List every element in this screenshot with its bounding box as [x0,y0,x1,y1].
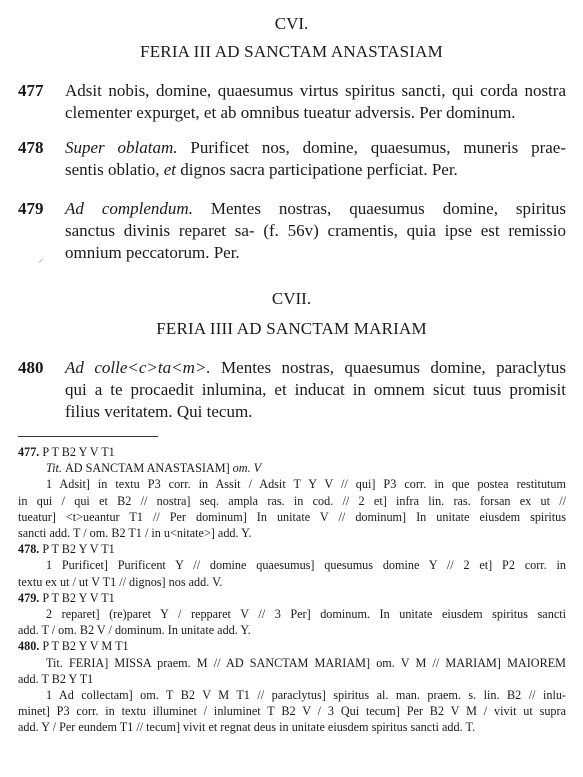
note-heading [18,590,566,606]
note-line: sancti add. T / om. B2 T1 / in u<nitate>] add. Y. [18,526,252,541]
note-heading [18,444,566,460]
note-heading [18,541,566,557]
paragraph-number: 477 [18,81,44,100]
footnote-rule [18,436,158,437]
text-line [65,357,566,379]
note-line: add. T B2 Y T1 [18,671,94,686]
paragraph-text [65,357,566,423]
text-run: Mentes nostras, quaesumus domine, spiritus [192,199,566,218]
paragraph-number: 478 [18,138,44,157]
note-sigla: P T B2 Y V T1 [39,445,115,459]
text-line: omnium peccatorum. Per. [65,243,240,262]
note-number: 480. [18,639,40,654]
text-run: dignos sacra participatione perficiat. Per. [175,160,458,179]
italic-word: et [163,160,176,179]
paragraph-480 [18,357,566,425]
section-number: CVI. [274,14,309,33]
note-line: add. T / om. B2 V / dominum. In unitate add. Y. [18,623,251,638]
text-run: Purificet nos, domine, quaesumus, muneris prae- [177,138,566,157]
text-line [65,198,566,220]
note-number: 477. [18,445,40,459]
paragraph-text [65,80,566,124]
paragraph-478 [18,137,566,183]
note-line: 1 Adsit] in textu P3 corr. in Assit / Adsit T Y V // qui] P3 corr. in que postea restitutum [46,477,566,492]
paragraph-text [65,198,566,264]
text-run: sentis oblatio, [65,160,164,179]
section-number: CVII. [271,289,312,308]
note-line: 1 Ad collectam] om. T B2 V M T1 // paraclytus] spiritus al. man. praem. s. lin. B2 // inlu- [46,688,566,703]
rubric-label: Ad complendum. [65,199,193,218]
text-line [65,137,566,159]
text-line: qui a te procaedit inlumina, et inducat in omnem sicut tuus promisit [65,380,566,399]
note-line: 2 reparet] (re)paret Y / repparet V // 3 Per] dominum. In unitate eiusdem spiritus sancti [46,607,566,622]
text-run: Mentes nostras, quaesumus domine, paraclytus [210,358,566,377]
note-number: 478. [18,542,40,557]
text-line [65,159,566,181]
note-line [18,460,566,476]
note-omission: om. V [232,461,262,476]
note-line: minet] P3 corr. in textu illuminet / inluminet T B2 V / 3 Qui tecum] Per B2 V M / vivit ut supra [18,704,566,719]
rubric-label: Super oblatam. [65,138,178,157]
text-line: sanctus divinis reparet sa- (f. 56v) cramentis, quia ipse est remissio [65,221,566,240]
note-title-ref: AD SANCTAM ANASTASIAM [64,461,226,476]
margin-mark: ⸝ [38,253,44,265]
note-line: Tit. FERIA] MISSA praem. M // AD SANCTAM MARIAM] om. V M // MARIAM] MAIOREM [46,655,566,670]
note-line: textu ex ut / ut V T1 // dignos] nos add. V. [18,574,223,589]
note-sigla: P T B2 Y V M T1 [39,639,129,654]
text-line: clementer expurget, et ab omnibus tueatur adversis. Per dominum. [65,103,516,122]
note-line: in qui / qui et B2 // nostra] seq. ampla ras. in cod. // 2 et] infra lin. ras. forsan ex ut // [18,493,566,508]
note-sigla: P T B2 Y V T1 [39,542,115,557]
rubric-label: Ad colle<c>ta<m>. [65,358,211,377]
paragraph-text [65,137,566,181]
apparatus [18,444,566,736]
text-line: Adsit nobis, domine, quaesumus virtus spiritus sancti, qui corda nostra [65,81,566,100]
section-title: FERIA IIII AD SANCTAM MARIAM [156,319,427,338]
note-line: add. Y / Per eundem T1 // tecum] vivit et regnat deus in unitate eiusdem spiritus sancti add. T. [18,720,476,735]
paragraph-number: 479 [18,199,44,218]
note-bracket: ] [225,461,233,476]
note-tit: Tit. [46,461,62,476]
note-number: 479. [18,590,40,605]
section-title: FERIA III AD SANCTAM ANASTASIAM [140,42,443,61]
text-line: filius veritatem. Qui tecum. [65,402,253,421]
note-heading [18,638,566,654]
note-line: tueatur] <t>ueantur T1 // Per dominum] In unitate V // dominum] In unitate eiusdem spiritus [18,509,566,524]
paragraph-number: 480 [18,358,44,377]
note-line: 1 Purificet] Purificent Y // domine quaesumus] quesumus domine Y // 2 et] P2 corr. in [46,558,566,573]
note-sigla: P T B2 Y V T1 [39,590,115,605]
paragraph-479 [18,198,566,266]
paragraph-477 [18,80,566,126]
